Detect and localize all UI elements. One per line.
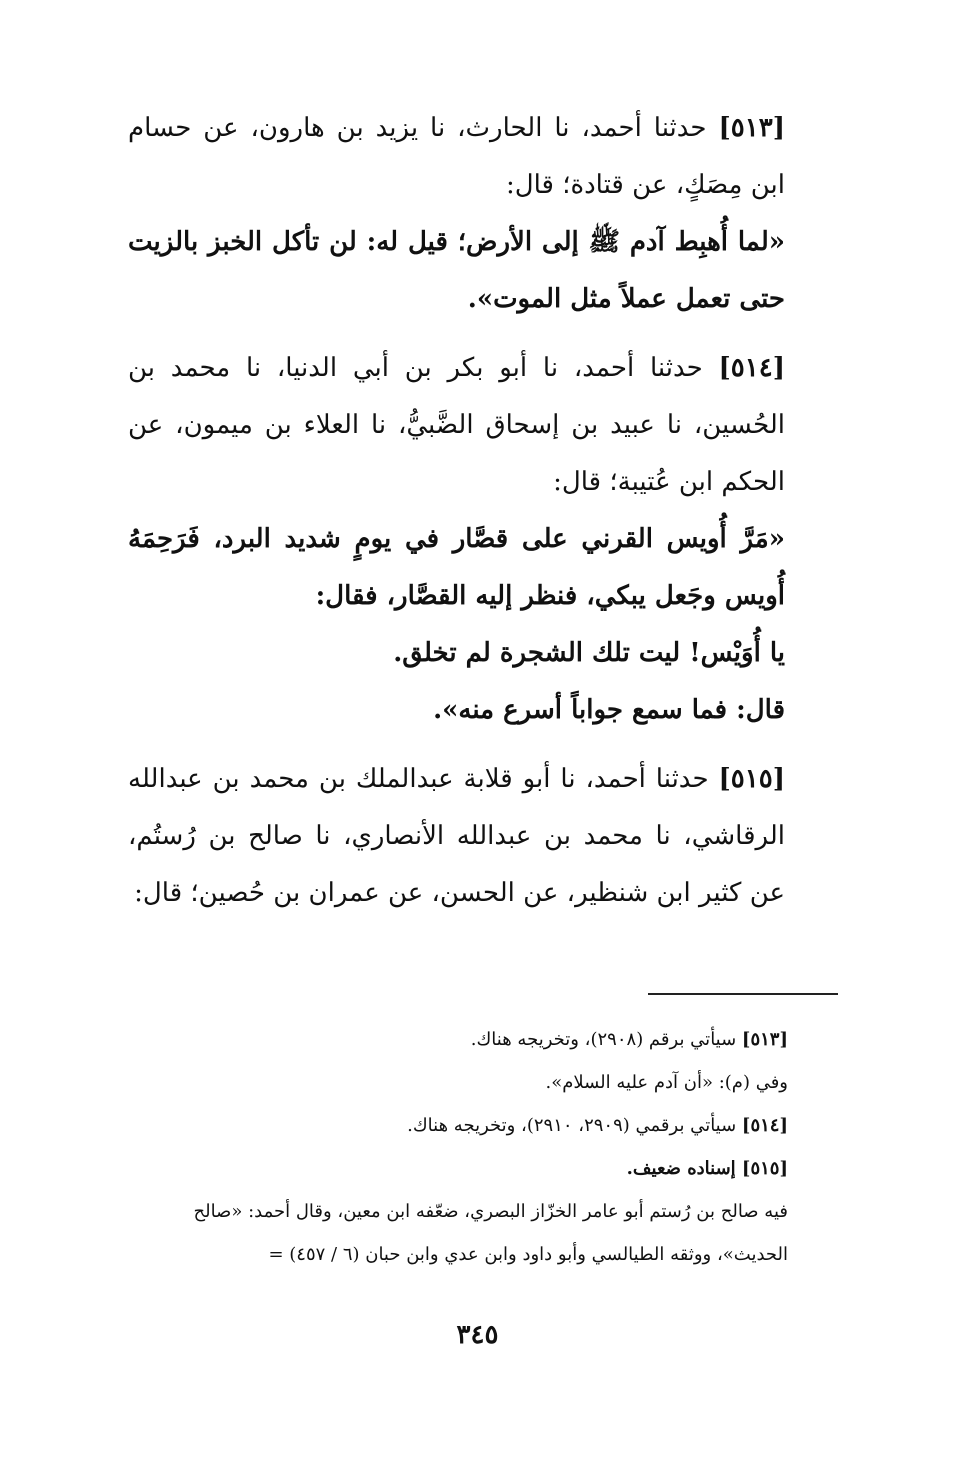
footnote-text: سيأتي برقمي (٢٩٠٩، ٢٩١٠)، وتخريجه هناك. xyxy=(407,1115,742,1136)
quote-514-b: يا أُوَيْس! ليت تلك الشجرة لم تخلق. xyxy=(393,638,785,668)
footnote-text: سيأتي برقم (٢٩٠٨)، وتخريجه هناك. xyxy=(470,1029,742,1050)
paragraph-514 xyxy=(128,340,840,511)
footnote-text: إسناده ضعيف. xyxy=(626,1158,742,1179)
hadith-number: [٥١٤] xyxy=(718,353,785,383)
isnad-text: حدثنا أحمد، نا أبو بكر بن أبي الدنيا، نا محمد بن الحُسين، نا عبيد بن إسحاق الضَّبيُّ، نا العلاء بن ميمون، عن الحكم ابن عُتيبة؛ قال: xyxy=(128,353,785,497)
paragraph-515 xyxy=(128,751,840,922)
footnote-number: [٥١٥] xyxy=(741,1158,788,1179)
hadith-number: [٥١٣] xyxy=(718,113,785,143)
footnote-515-detail: فيه صالح بن رُستم أبو عامر الخزّاز البصري، ضعّفه ابن معين، وقال أحمد: «صالح الحديث»، ووثقه الطيالسي وأبو داود وابن عدي وابن حبان (٦ / ٤٥٧) = xyxy=(193,1201,788,1265)
quote-514-a: «مَرَّ أُويس القرني على قصَّار في يومٍ شديد البرد، فَرَحِمَهُ أُويس وجَعل يبكي، فنظر إليه القصَّار، فقال: xyxy=(128,524,785,611)
main-text xyxy=(128,100,840,922)
footnote-separator xyxy=(648,993,838,995)
quote-514-c: قال: فما سمع جواباً أسرع منه». xyxy=(433,695,785,725)
quote-513: «لما أُهبِط آدم ﷺ إلى الأرض؛ قيل له: لن تأكل الخبز بالزيت حتى تعمل عملاً مثل الموت». xyxy=(128,227,785,314)
footnote-number: [٥١٣] xyxy=(741,1029,788,1050)
footnotes xyxy=(128,1018,840,1276)
footnote-514 xyxy=(128,1104,840,1147)
isnad-text: حدثنا أحمد، نا الحارث، نا يزيد بن هارون، عن حسام ابن مِصَكٍ، عن قتادة؛ قال: xyxy=(128,113,785,200)
page-number: ٣٤٥ xyxy=(456,1320,499,1350)
isnad-text: حدثنا أحمد، نا أبو قلابة عبدالملك بن محمد بن عبدالله الرقاشي، نا محمد بن عبدالله الأنصاري، نا صالح بن رُستُم، عن كثير ابن شنظير، عن الحسن، عن عمران بن حُصين؛ قال: xyxy=(128,764,785,908)
footnote-number: [٥١٤] xyxy=(741,1115,788,1136)
footnote-513-variant: وفي (م): «أن آدم عليه السلام». xyxy=(545,1072,788,1093)
paragraph-513 xyxy=(128,100,840,214)
hadith-number: [٥١٥] xyxy=(718,764,785,794)
footnote-515 xyxy=(128,1147,840,1190)
footnote-513 xyxy=(128,1018,840,1061)
